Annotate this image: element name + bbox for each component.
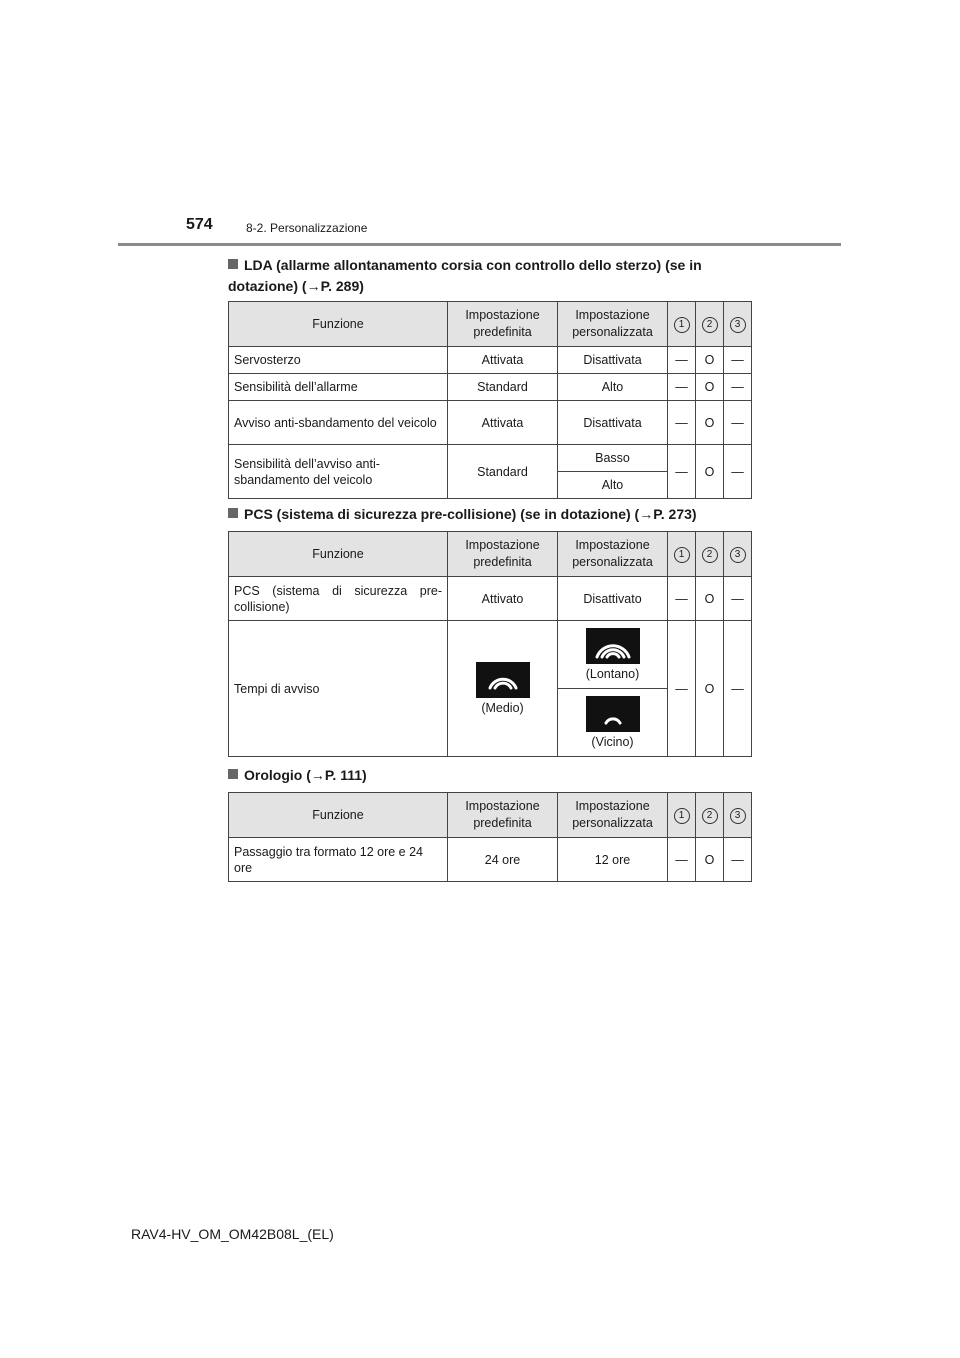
col-num-1	[668, 793, 696, 838]
clock-heading-text: Orologio	[244, 767, 303, 783]
table-header-row	[229, 793, 752, 838]
row-custom: Alto	[558, 374, 668, 401]
page-number: 574	[186, 216, 213, 233]
pcs-table	[228, 531, 752, 757]
far-caption: (Lontano)	[585, 666, 640, 681]
mark-3: —	[724, 374, 752, 401]
col-num-1	[668, 532, 696, 577]
header-rule	[118, 243, 841, 246]
row-default: 24 ore	[448, 838, 558, 882]
col-num-3	[724, 532, 752, 577]
mark-1: —	[668, 577, 696, 621]
clock-heading	[228, 765, 753, 786]
ref-open: (	[630, 506, 640, 522]
mark-3: —	[724, 621, 752, 757]
warning-timing-medium-icon	[476, 662, 530, 698]
row-custom: Disattivato	[558, 577, 668, 621]
col-num-2	[696, 302, 724, 347]
col-num-1	[668, 302, 696, 347]
near-caption: (Vicino)	[591, 734, 634, 749]
row-default: Attivato	[448, 577, 558, 621]
circled-number-3: 3	[730, 547, 746, 563]
col-function: Funzione	[229, 793, 448, 838]
row-default: Standard	[448, 445, 558, 499]
col-custom: Impostazione personalizzata	[558, 302, 668, 347]
circled-number-2: 2	[702, 317, 718, 333]
lda-table	[228, 301, 752, 499]
col-function: Funzione	[229, 532, 448, 577]
mark-2: O	[696, 838, 724, 882]
mark-3: —	[724, 401, 752, 445]
lda-heading	[228, 255, 753, 297]
mark-1: —	[668, 374, 696, 401]
row-function: Sensibilità dell’avviso anti-sbandamento del veicolo	[229, 445, 448, 499]
row-custom-option: Alto	[558, 472, 668, 499]
row-default-image	[448, 621, 558, 757]
ref-close: )	[362, 767, 367, 783]
mark-1: —	[668, 347, 696, 374]
warning-timing-far-icon	[586, 628, 640, 664]
arrow-right-icon: →	[639, 506, 654, 522]
row-custom-option: Basso	[558, 445, 668, 472]
lda-heading-text: LDA (allarme allontanamento corsia con controllo dello sterzo) (se in dotazione)	[228, 257, 702, 294]
table-row	[229, 347, 752, 374]
clock-page-ref[interactable]: P. 111	[324, 767, 363, 783]
row-default: Standard	[448, 374, 558, 401]
bullet-square-icon	[228, 769, 238, 779]
col-custom: Impostazione personalizzata	[558, 532, 668, 577]
mark-2: O	[696, 445, 724, 499]
mark-3: —	[724, 445, 752, 499]
table-row	[229, 577, 752, 621]
table-header-row	[229, 302, 752, 347]
ref-open: (	[298, 278, 307, 294]
row-custom: Disattivata	[558, 401, 668, 445]
circled-number-3: 3	[730, 317, 746, 333]
circled-number-1: 1	[674, 317, 690, 333]
row-custom: 12 ore	[558, 838, 668, 882]
arrow-right-icon: →	[310, 767, 325, 783]
table-header-row	[229, 532, 752, 577]
mark-2: O	[696, 401, 724, 445]
pcs-heading-text: PCS (sistema di sicurezza pre-collisione) (se in dotazione)	[244, 506, 631, 522]
medium-caption: (Medio)	[481, 700, 524, 715]
col-num-2	[696, 532, 724, 577]
circled-number-3: 3	[730, 808, 746, 824]
table-row	[229, 838, 752, 882]
row-function: PCS (sistema di sicurezza pre-collisione)	[229, 577, 448, 621]
col-num-3	[724, 302, 752, 347]
table-row	[229, 374, 752, 401]
col-num-3	[724, 793, 752, 838]
row-custom-image	[558, 621, 668, 689]
row-function: Tempi di avviso	[229, 621, 448, 757]
col-function: Funzione	[229, 302, 448, 347]
mark-2: O	[696, 621, 724, 757]
row-default: Attivata	[448, 401, 558, 445]
mark-1: —	[668, 401, 696, 445]
col-default: Impostazione predefinita	[448, 532, 558, 577]
mark-3: —	[724, 838, 752, 882]
circled-number-2: 2	[702, 808, 718, 824]
mark-1: —	[668, 621, 696, 757]
row-function: Passaggio tra formato 12 ore e 24 ore	[229, 838, 448, 882]
pcs-page-ref[interactable]: P. 273	[653, 506, 692, 522]
row-custom: Disattivata	[558, 347, 668, 374]
clock-table	[228, 792, 752, 882]
bullet-square-icon	[228, 508, 238, 518]
row-default: Attivata	[448, 347, 558, 374]
row-function: Servosterzo	[229, 347, 448, 374]
mark-3: —	[724, 577, 752, 621]
col-num-2	[696, 793, 724, 838]
ref-close: )	[691, 506, 697, 522]
table-row	[229, 401, 752, 445]
row-function: Sensibilità dell’allarme	[229, 374, 448, 401]
section-title: 8-2. Personalizzazione	[246, 221, 368, 235]
document-code: RAV4-HV_OM_OM42B08L_(EL)	[131, 1226, 334, 1242]
mark-3: —	[724, 347, 752, 374]
mark-1: —	[668, 838, 696, 882]
ref-close: )	[359, 278, 364, 294]
circled-number-1: 1	[674, 808, 690, 824]
warning-timing-near-icon	[586, 696, 640, 732]
col-default: Impostazione predefinita	[448, 793, 558, 838]
table-row	[229, 621, 752, 689]
mark-2: O	[696, 374, 724, 401]
lda-page-ref[interactable]: P. 289	[320, 278, 360, 294]
row-function: Avviso anti-sbandamento del veicolo	[229, 401, 448, 445]
ref-open: (	[302, 767, 311, 783]
col-custom: Impostazione personalizzata	[558, 793, 668, 838]
col-default: Impostazione predefinita	[448, 302, 558, 347]
mark-2: O	[696, 577, 724, 621]
row-custom-image	[558, 689, 668, 757]
arrow-right-icon: →	[306, 278, 321, 294]
circled-number-2: 2	[702, 547, 718, 563]
circled-number-1: 1	[674, 547, 690, 563]
mark-1: —	[668, 445, 696, 499]
pcs-heading	[228, 504, 753, 525]
mark-2: O	[696, 347, 724, 374]
table-row	[229, 445, 752, 472]
bullet-square-icon	[228, 259, 238, 269]
